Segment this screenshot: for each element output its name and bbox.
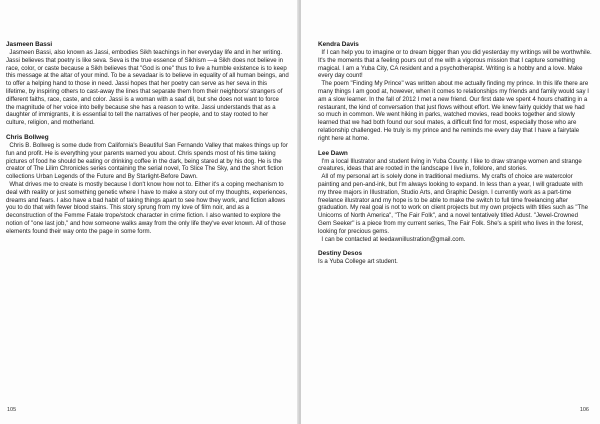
right-page: [301, 0, 600, 424]
author-name: Lee Dawn: [318, 149, 348, 157]
bio-entry-jasmeen-bassi: [6, 41, 289, 127]
bio-paragraph: I can be contacted at leedawnillustration@gmail.com.: [318, 235, 466, 243]
bio-entry-destiny-desos: [318, 250, 592, 266]
page-number: 105: [7, 407, 17, 413]
author-name: Destiny Desos: [318, 250, 363, 258]
bio-paragraph: If I can help you to imagine or to dream bigger than you did yesterday my writings will be worthwhile. It's the moments that a feeling pours out of me with a vigorous mission that I capture something magical. I am a Yuba City, CA resident and a psychotherapist. Writing is a hobby and a love. Make every day count!: [318, 49, 594, 80]
bio-paragraph: The poem "Finding My Prince" was written about me actually finding my prince. In this life there are many things I am good at, however, when it comes to relationships my friends and family would say I am a slow learner. In the fall of 2012 I met a new friend. Our first date we spent 4 hours chatting in a restaurant, the kind of conversation that just flows without effort. We knew fairly quickly that we had so much in common. We went hiking in parks, watched movies, read books together and slowly learned that we had both found our soul mates, a difficult find for most, especially those who are relationship challenged. He truly is my prince and he reminds me every day that I have a fairytale right here at home.: [318, 80, 591, 142]
bio-entry-lee-dawn: [318, 150, 592, 244]
bio-entry-chris-bollweg: [6, 134, 289, 236]
bio-paragraph: All of my personal art is solely done in traditional mediums. My crafts of choice are watercolor painting and pen-and-ink, but I'm always looking to expand. In less than a year, I will graduate with my three majors in Illustration, Studio Arts, and Graphic Design. I currently work as a part-time freelance illustrator and my hope is to be able to make the switch to full time freelancing after graduation. My real goal is not to work on client projects but my own projects with titles such as "The Unicorns of North America", "The Fair Folk", and a novel tentatively titled Adust. "Jewel-Crowned Gem Seeker" is a piece from my current series, The Fair Folk. She's a spirit who lives in the forest, looking for precious gems.: [318, 173, 590, 235]
author-name: Chris Bollweg: [6, 133, 49, 141]
bio-paragraph: I'm a local Illustrator and student living in Yuba County. I like to draw strange women and strange creatures, ideas that are rooted in the landscape I live in, folklore, and stories.: [318, 157, 584, 173]
page-number: 106: [579, 407, 589, 413]
author-name: Kendra Davis: [318, 41, 359, 48]
left-page: [0, 0, 299, 424]
bio-entry-kendra-davis: [318, 41, 592, 143]
bio-paragraph: Chris B. Bollweg is some dude from California's Beautiful San Fernando Valley that makes things up for fun and profit. He is everything your parents warned you about. Chris spends most of his time taking pictures of food he should be eating or drinking coffee in the dark, being stared at by his dog. He is the creator of The Lilim Chronicles series containing the serial novel, To Slice The Sky, and the short fiction collections Urban Legends of the Future and By Starlight-Before Dawn.: [6, 141, 290, 181]
bio-paragraph: Jasmeen Bassi, also known as Jassi, embodies Sikh teachings in her everyday life and in her writing. Jassi believes that poetry is like seva. Seva is the true essence of Sikhism —a Sikh does not believe in race, color, or caste because a Sikh believes that "God is one" thus to live a humble existence is to keep this message at the altar of your mind. To be a sevadaar is to believe in equality of all human beings, and to offer a helping hand to those in need. Jassi hopes that her poetry can serve as her seva in this lifetime, by inspiring others to cast-away the lines that separate them from their neighbors/ strangers of different faiths, race, caste, and color. Jassi is a woman with a saaf dil, but she does not want to force the magnitude of her voice into belly because she has a reason to write. Jassi understands that as a daughter of immigrants, it is essential to tell the narratives of her people, and to stay rooted to her culture, religion, and motherland.: [6, 49, 291, 127]
author-name: Jasmeen Bassi: [6, 41, 53, 48]
bio-paragraph: Is a Yuba College art student.: [318, 258, 398, 266]
bio-paragraph: What drives me to create is mostly because I don't know how not to. Either it's a coping mechanism to deal with reality or just something genetic where I have to make a story out of my thoughts, experiences, dreams and fears. I also have a bad habit of taking things apart to see how they work, and fiction allows you to do that with fewer blood stains. This story sprung from my love of film noir, and as a deconstruction of the Femme Fatale trope/stock character in crime fiction. I also wanted to explore the notion of "one last job," and how someone walks away from the only life they've ever known. All of those elements found their way onto the page in some form.: [6, 180, 289, 235]
